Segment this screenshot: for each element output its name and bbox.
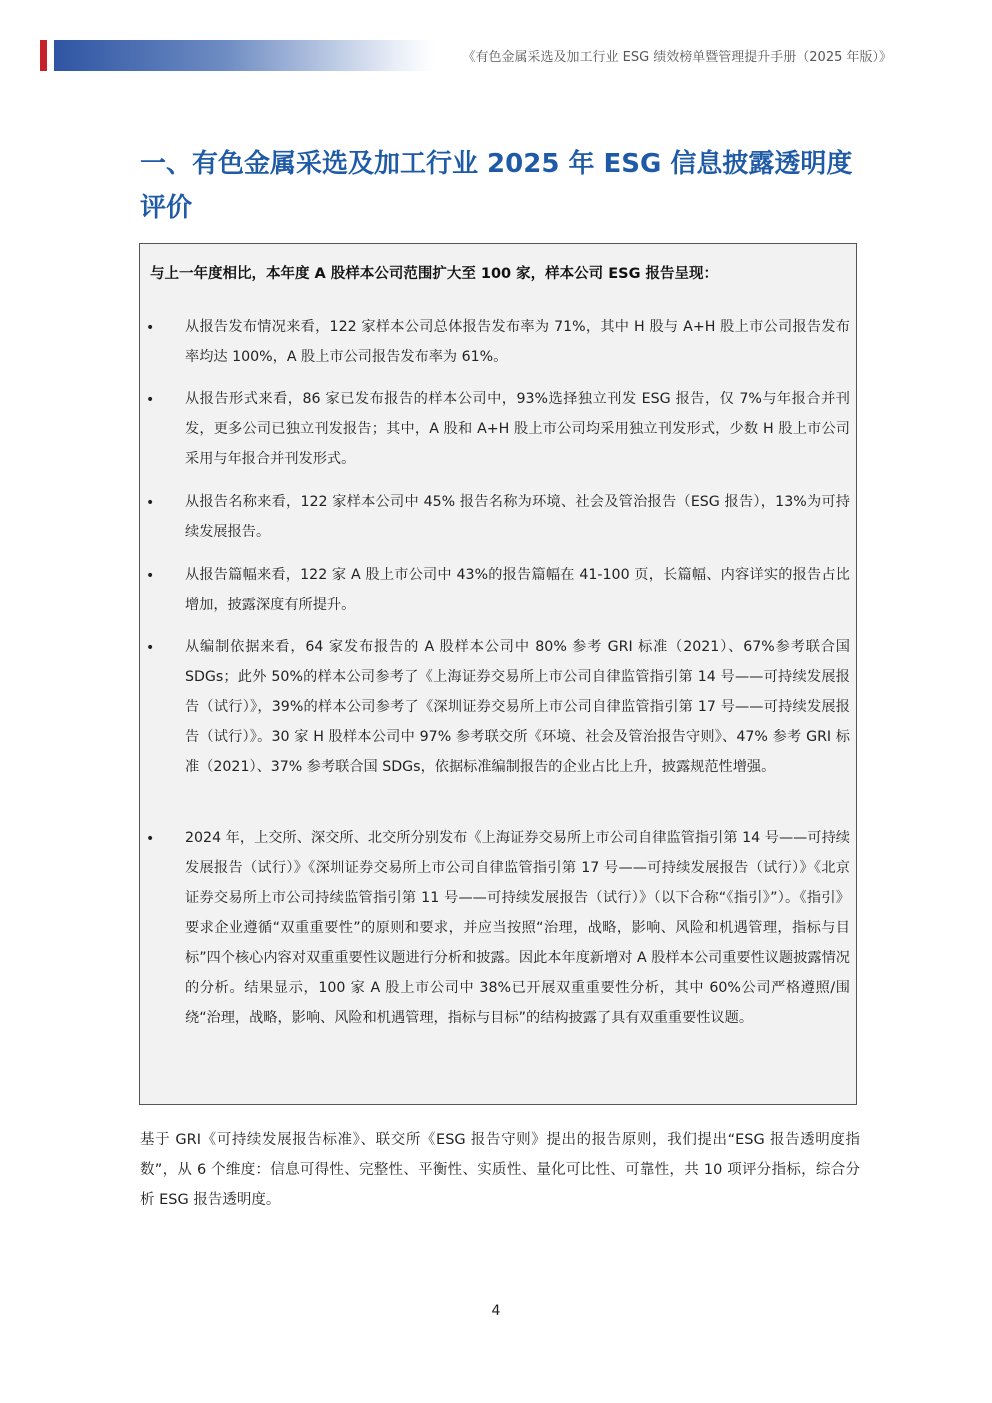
list-item: 从报告篇幅来看，122 家 A 股上市公司中 43%的报告篇幅在 41-100 页，长篇幅、内容详实的报告占比增加，披露深度有所提升。 bbox=[185, 567, 850, 613]
list-item: 2024 年，上交所、深交所、北交所分别发布《上海证券交易所上市公司自律监管指引第 14 号——可持续发展报告（试行）》《深圳证券交易所上市公司自律监管指引第 17 号——可持续发展报告（试行）》《北京证券交易所上市公司持续监管指引第 11 号——可持续发展报告（试行）》（以下合称“《指引》”）。《指引》要求企业遵循“双重重要性”的原则和要求，并应当按照“治理，战略，影响、风险和机遇管理，指标与目标”四个核心内容对双重重要性议题进行分析和披露。因此本年度新增对 A 股样本公司重要性议题披露情况的分析。结果显示，100 家 A 股上市公司中 38%已开展双重重要性分析，其中 60%公司严格遵照/围绕“治理，战略，影响、风险和机遇管理，指标与目标”的结构披露了具有双重重要性议题。 bbox=[185, 830, 850, 1026]
bullet-marker: • bbox=[146, 640, 155, 656]
list-item: 从报告名称来看，122 家样本公司中 45% 报告名称为环境、社会及管治报告（ESG 报告），13%为可持续发展报告。 bbox=[185, 494, 850, 540]
list-item: 从编制依据来看，64 家发布报告的 A 股样本公司中 80% 参考 GRI 标准（2021）、67%参考联合国 SDGs；此外 50%的样本公司参考了《上海证券交易所上市公司自律监管指引第 14 号——可持续发展报告（试行）》，39%的样本公司参考了《深圳证券交易所上市公司自律监管指引第 17 号——可持续发展报告（试行）》。30 家 H 股样本公司中 97% 参考联交所《环境、社会及管治报告守则》、47% 参考 GRI 标准（2021）、37% 参考联合国 SDGs，依据标准编制报告的企业占比上升，披露规范性增强。 bbox=[185, 639, 850, 775]
page-number: 4 bbox=[491, 1303, 501, 1319]
bullet-marker: • bbox=[146, 831, 155, 847]
section-title: 一、有色金属采选及加工行业 2025 年 ESG 信息披露透明度评价 bbox=[140, 149, 853, 223]
list-item: 从报告形式来看，86 家已发布报告的样本公司中，93%选择独立刊发 ESG 报告，仅 7%与年报合并刊发，更多公司已独立刊发报告；其中，A 股和 A+H 股上市公司均采用独立刊发形式，少数 H 股上市公司采用与年报合并刊发形式。 bbox=[185, 391, 850, 467]
header-red-accent bbox=[40, 40, 47, 71]
list-item: 从报告发布情况来看，122 家样本公司总体报告发布率为 71%，其中 H 股与 A+H 股上市公司报告发布率均达 100%，A 股上市公司报告发布率为 61%。 bbox=[185, 319, 850, 365]
running-header-title: 《有色金属采选及加工行业 ESG 绩效榜单暨管理提升手册（2025 年版）》 bbox=[462, 50, 892, 65]
summary-box bbox=[139, 243, 857, 1105]
bullet-marker: • bbox=[146, 495, 155, 511]
bullet-marker: • bbox=[146, 568, 155, 584]
bullet-marker: • bbox=[146, 320, 155, 336]
header-gradient-bar bbox=[54, 40, 434, 71]
body-paragraph: 基于 GRI《可持续发展报告标准》、联交所《ESG 报告守则》提出的报告原则，我们提出“ESG 报告透明度指数”，从 6 个维度：信息可得性、完整性、平衡性、实质性、量化可比性、可靠性，共 10 项评分指标，综合分析 ESG 报告透明度。 bbox=[140, 1132, 860, 1208]
summary-heading: 与上一年度相比，本年度 A 股样本公司范围扩大至 100 家，样本公司 ESG 报告呈现： bbox=[150, 266, 719, 282]
bullet-marker: • bbox=[146, 392, 155, 408]
